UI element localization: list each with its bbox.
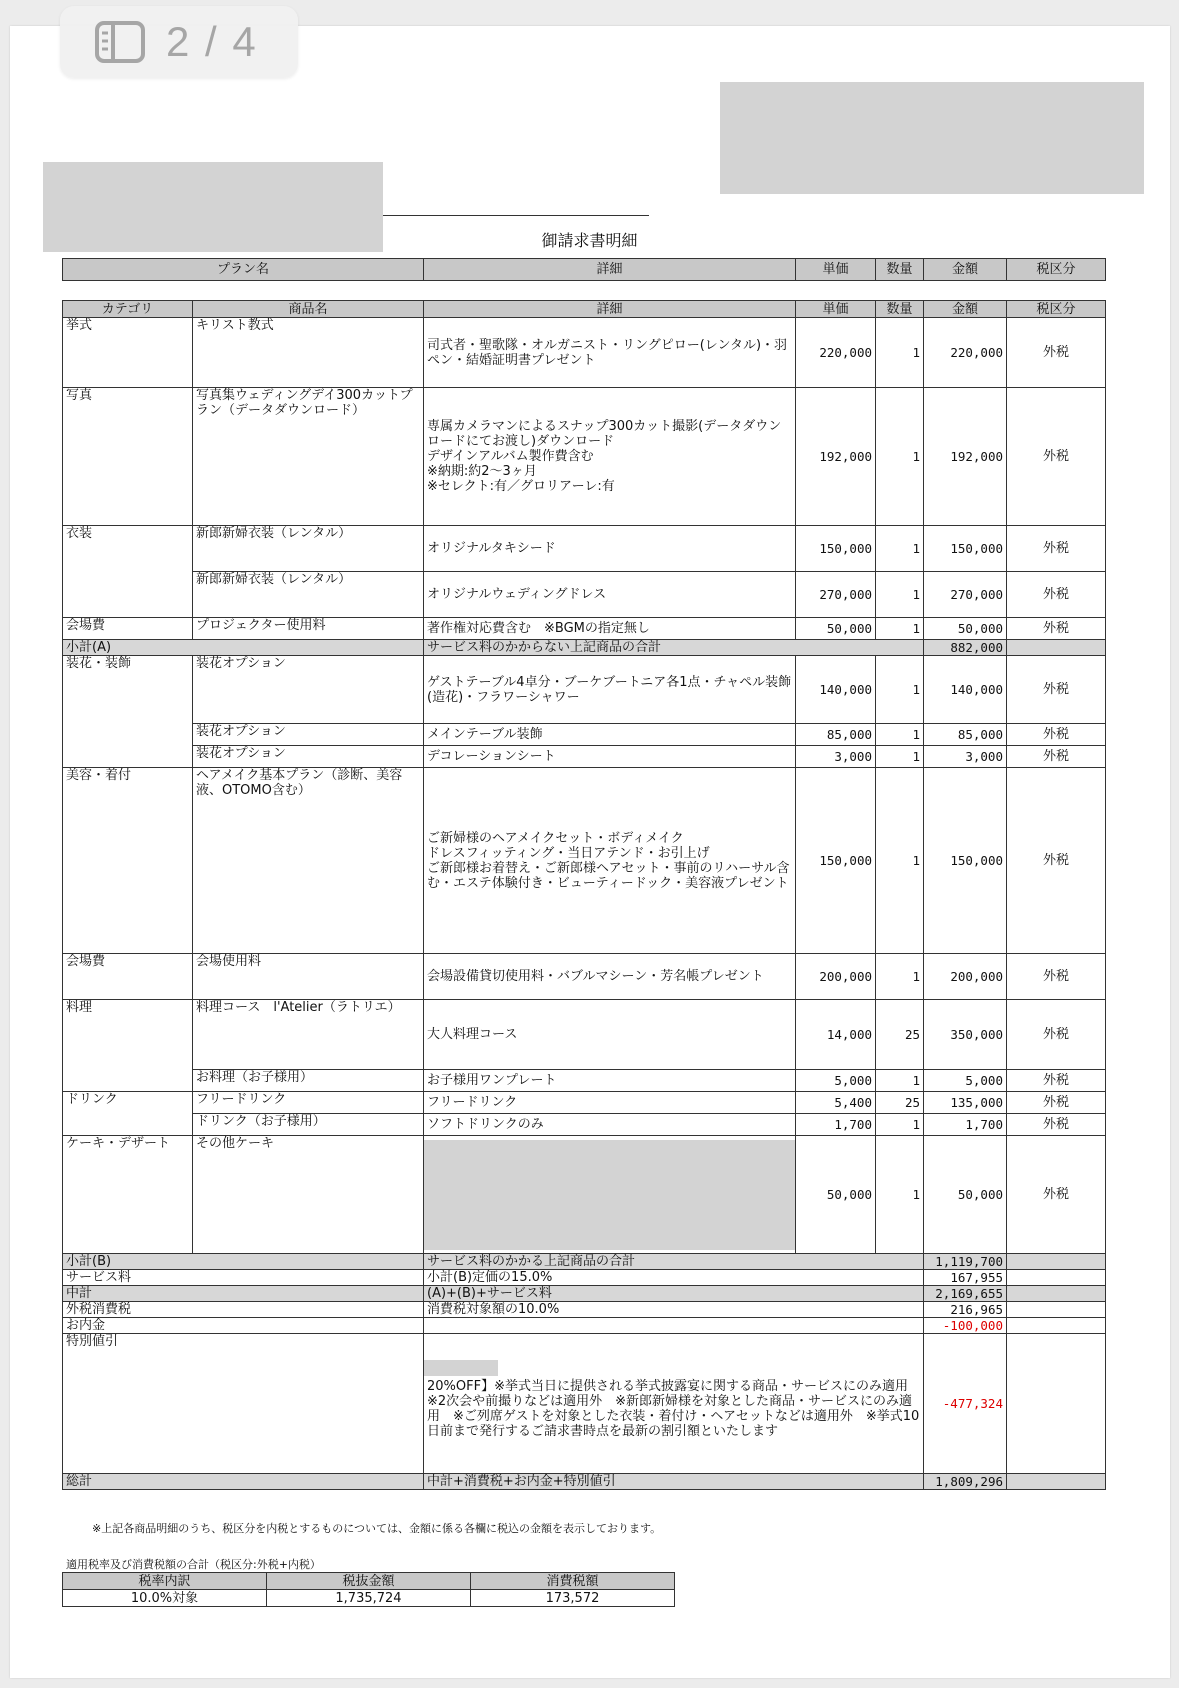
row-amount: 350,000 [924,1000,1007,1070]
table-row [63,724,1106,746]
row-amount: 150,000 [924,526,1007,572]
row-category: 挙式 [63,318,193,388]
row-tax: 外税 [1007,1114,1106,1136]
col-category: カテゴリ [63,301,193,318]
plan-col-tax: 税区分 [1007,259,1106,281]
tax-rate: 10.0%対象 [63,1590,267,1607]
plan-col-price: 単価 [796,259,876,281]
row-qty: 1 [876,746,924,768]
subtotal-b-row [63,1254,1106,1270]
summary-amount: 1,119,700 [924,1254,1007,1270]
row-detail: 専属カメラマンによるスナップ300カット撮影(データダウンロードにてお渡し)ダウンロード デザインアルバム製作費含む ※納期:約2〜3ヶ月 ※セレクト:有／グロリアーレ:有 [424,388,796,526]
col-product: 商品名 [193,301,424,318]
row-tax: 外税 [1007,746,1106,768]
row-price: 14,000 [796,1000,876,1070]
row-amount: 270,000 [924,572,1007,618]
summary-label: 外税消費税 [63,1302,424,1318]
row-category: 美容・着付 [63,768,193,954]
summary-amount: 167,955 [924,1270,1007,1286]
row-qty: 1 [876,724,924,746]
table-row [63,388,1106,526]
tax-col-tax: 消費税額 [471,1573,675,1590]
row-qty: 1 [876,656,924,724]
summary-label: 小計(B) [63,1254,424,1270]
row-amount: 1,700 [924,1114,1007,1136]
total-label: 総計 [63,1474,424,1490]
row-price: 5,400 [796,1092,876,1114]
row-product: 装花オプション [193,656,424,724]
document-title: 御請求書明細 [541,231,638,250]
row-tax: 外税 [1007,1070,1106,1092]
summary-detail: 小計(B)定価の15.0% [424,1270,924,1286]
total-detail: 中計+消費税+お内金+特別値引 [424,1474,924,1490]
discount-amount: -477,324 [924,1334,1007,1474]
summary-amount: -100,000 [924,1318,1007,1334]
row-product: 料理コース l'Atelier（ラトリエ） [193,1000,424,1070]
row-category: 料理 [63,1000,193,1092]
footnote: ※上記各商品明細のうち、税区分を内税とするものについては、金額に係る各欄に税込の金額を表示しております。 [92,1522,662,1535]
table-row [63,954,1106,1000]
row-detail [424,1136,796,1254]
row-tax: 外税 [1007,724,1106,746]
row-category: 装花・装飾 [63,656,193,768]
row-detail: デコレーションシート [424,746,796,768]
row-price: 50,000 [796,618,876,640]
discount-detail [424,1334,924,1474]
plan-col-amount: 金額 [924,259,1007,281]
row-product: 写真集ウェディングデイ300カットプラン（データダウンロード） [193,388,424,526]
summary-detail: 消費税対象額の10.0% [424,1302,924,1318]
row-category: 会場費 [63,954,193,1000]
subtotal-a-label: 小計(A) [63,640,424,656]
row-qty: 1 [876,618,924,640]
row-product: フリードリンク [193,1092,424,1114]
row-qty: 1 [876,1136,924,1254]
discount-label: 特別値引 [63,1334,424,1474]
row-product: 装花オプション [193,746,424,768]
page-indicator[interactable] [60,6,298,78]
subtotal-a-detail: サービス料のかからない上記商品の合計 [424,640,924,656]
table-row [63,656,1106,724]
row-price: 192,000 [796,388,876,526]
tax-base-amount: 1,735,724 [267,1590,471,1607]
row-tax: 外税 [1007,618,1106,640]
col-detail: 詳細 [424,301,796,318]
table-row [63,1114,1106,1136]
row-detail: フリードリンク [424,1092,796,1114]
row-detail: 司式者・聖歌隊・オルガニスト・リングピロー(レンタル)・羽ペン・結婚証明書プレゼント [424,318,796,388]
consumption-tax-row [63,1302,1106,1318]
sidebar-toggle-icon[interactable] [94,20,146,64]
row-price: 1,700 [796,1114,876,1136]
row-price: 50,000 [796,1136,876,1254]
row-detail: ソフトドリンクのみ [424,1114,796,1136]
col-amount: 金額 [924,301,1007,318]
row-amount: 85,000 [924,724,1007,746]
table-row [63,1092,1106,1114]
row-amount: 50,000 [924,618,1007,640]
row-price: 150,000 [796,526,876,572]
row-qty: 25 [876,1092,924,1114]
row-category: 写真 [63,388,193,526]
row-amount: 50,000 [924,1136,1007,1254]
summary-label: サービス料 [63,1270,424,1286]
row-amount: 192,000 [924,388,1007,526]
summary-label: 中計 [63,1286,424,1302]
plan-col-detail: 詳細 [424,259,796,281]
row-amount: 140,000 [924,656,1007,724]
service-fee-row [63,1270,1106,1286]
col-price: 単価 [796,301,876,318]
row-tax: 外税 [1007,1092,1106,1114]
row-product: お料理（お子様用） [193,1070,424,1092]
table-row [63,572,1106,618]
table-row [63,1136,1106,1254]
row-amount: 5,000 [924,1070,1007,1092]
row-category: 衣装 [63,526,193,618]
summary-amount: 2,169,655 [924,1286,1007,1302]
row-price: 200,000 [796,954,876,1000]
row-detail: オリジナルタキシード [424,526,796,572]
subtotal-a-row [63,640,1106,656]
row-amount: 3,000 [924,746,1007,768]
row-product: 会場使用料 [193,954,424,1000]
grand-total-row [63,1474,1106,1490]
row-price: 220,000 [796,318,876,388]
row-detail: ゲストテーブル4卓分・ブーケブートニア各1点・チャペル装飾(造花)・フラワーシャワー [424,656,796,724]
summary-detail: サービス料のかかる上記商品の合計 [424,1254,924,1270]
table-row [63,526,1106,572]
row-tax: 外税 [1007,1136,1106,1254]
row-qty: 1 [876,572,924,618]
row-product: ドリンク（お子様用） [193,1114,424,1136]
row-price: 5,000 [796,1070,876,1092]
row-qty: 25 [876,1000,924,1070]
deposit-row [63,1318,1106,1334]
page-count: 2 / 4 [166,18,258,65]
row-category: ドリンク [63,1092,193,1136]
row-detail: 著作権対応費含む ※BGMの指定無し [424,618,796,640]
row-product: プロジェクター使用料 [193,618,424,640]
col-tax: 税区分 [1007,301,1106,318]
summary-detail [424,1318,924,1334]
row-tax: 外税 [1007,388,1106,526]
row-price: 85,000 [796,724,876,746]
tax-col-rate: 税率内訳 [63,1573,267,1590]
row-tax: 外税 [1007,1000,1106,1070]
row-qty: 1 [876,954,924,1000]
row-product: ヘアメイク基本プラン（診断、美容液、OTOMO含む） [193,768,424,954]
title-rule [383,215,649,216]
discount-row [63,1334,1106,1474]
plan-col-qty: 数量 [876,259,924,281]
row-qty: 1 [876,388,924,526]
summary-amount: 216,965 [924,1302,1007,1318]
table-row [63,1000,1106,1070]
row-tax: 外税 [1007,954,1106,1000]
row-tax: 外税 [1007,572,1106,618]
redacted-block [424,1140,796,1250]
total-amount: 1,809,296 [924,1474,1007,1490]
row-tax: 外税 [1007,526,1106,572]
row-category: 会場費 [63,618,193,640]
summary-detail: (A)+(B)+サービス料 [424,1286,924,1302]
row-amount: 150,000 [924,768,1007,954]
row-price: 150,000 [796,768,876,954]
plan-col-name: プラン名 [63,259,424,281]
tax-summary-caption: 適用税率及び消費税額の合計（税区分:外税+内税） [66,1558,321,1571]
row-tax: 外税 [1007,768,1106,954]
table-row [63,618,1106,640]
discount-text: 20%OFF】※挙式当日に提供される挙式披露宴に関する商品・サービスにのみ適用 ※2次会や前撮りなどは適用外 ※新郎新婦様を対象とした商品・サービスにのみ適用 ※ご列席ゲストを対象とした衣装・着付け・ヘアセットなどは適用外 ※挙式10日前まで発行するご請求書時点を最新の割引額といたします [427,1378,921,1439]
row-amount: 200,000 [924,954,1007,1000]
tax-amount: 173,572 [471,1590,675,1607]
redacted-block [720,82,1144,194]
table-row [63,746,1106,768]
row-price: 3,000 [796,746,876,768]
row-amount: 220,000 [924,318,1007,388]
row-detail: オリジナルウェディングドレス [424,572,796,618]
plan-header-table [62,258,1106,281]
subtotal-a-amount: 882,000 [924,640,1007,656]
tax-col-base: 税抜金額 [267,1573,471,1590]
row-amount: 135,000 [924,1092,1007,1114]
row-product: その他ケーキ [193,1136,424,1254]
row-detail: メインテーブル装飾 [424,724,796,746]
row-price: 140,000 [796,656,876,724]
midtotal-row [63,1286,1106,1302]
tax-summary-table [62,1572,675,1607]
row-price: 270,000 [796,572,876,618]
row-category: ケーキ・デザート [63,1136,193,1254]
row-detail: ご新婦様のヘアメイクセット・ボディメイク ドレスフィッティング・当日アテンド・お引上げ ご新郎様お着替え・ご新郎様ヘアセット・事前のリハーサル含む・エステ体験付き・ビューティードック・美容液プレゼント [424,768,796,954]
items-table [62,300,1106,1490]
row-product: 新郎新婦衣装（レンタル） [193,572,424,618]
row-tax: 外税 [1007,318,1106,388]
table-row [63,318,1106,388]
row-detail: お子様用ワンプレート [424,1070,796,1092]
col-qty: 数量 [876,301,924,318]
row-tax: 外税 [1007,656,1106,724]
row-qty: 1 [876,768,924,954]
table-row [63,1070,1106,1092]
summary-label: お内金 [63,1318,424,1334]
row-product: 新郎新婦衣装（レンタル） [193,526,424,572]
row-qty: 1 [876,1114,924,1136]
row-product: 装花オプション [193,724,424,746]
redacted-block [424,1360,499,1376]
row-product: キリスト教式 [193,318,424,388]
row-qty: 1 [876,526,924,572]
table-row [63,768,1106,954]
row-detail: 会場設備貸切使用料・バブルマシーン・芳名帳プレゼント [424,954,796,1000]
row-detail: 大人料理コース [424,1000,796,1070]
row-qty: 1 [876,318,924,388]
row-qty: 1 [876,1070,924,1092]
